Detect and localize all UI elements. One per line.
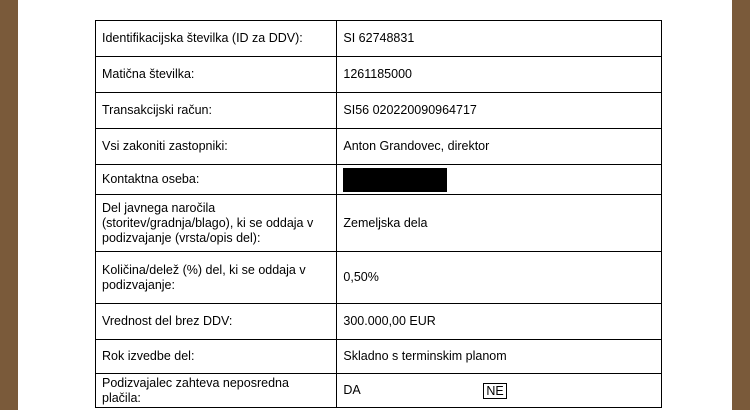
table-row (96, 304, 662, 340)
row-label: Kontaktna oseba: (96, 165, 337, 195)
table-row (96, 374, 662, 408)
row-value: Anton Grandovec, direktor (337, 129, 662, 165)
option-no-selected[interactable]: NE (483, 383, 506, 399)
row-label: Podizvajalec zahteva neposredna plačila: (96, 374, 337, 408)
row-value: SI 62748831 (337, 21, 662, 57)
row-label: Vrednost del brez DDV: (96, 304, 337, 340)
row-value (337, 165, 662, 195)
row-value: SI56 020220090964717 (337, 93, 662, 129)
table-row (96, 129, 662, 165)
row-label: Matična številka: (96, 57, 337, 93)
table-row (96, 57, 662, 93)
row-label: Identifikacijska številka (ID za DDV): (96, 21, 337, 57)
table-row (96, 340, 662, 374)
table-row (96, 165, 662, 195)
row-label: Transakcijski račun: (96, 93, 337, 129)
table-row (96, 252, 662, 304)
subcontractor-table (95, 20, 662, 408)
document-page (18, 0, 732, 410)
row-value (337, 374, 662, 408)
table-row (96, 195, 662, 252)
row-value: 300.000,00 EUR (337, 304, 662, 340)
row-value: Zemeljska dela (337, 195, 662, 252)
row-label: Vsi zakoniti zastopniki: (96, 129, 337, 165)
table-row (96, 21, 662, 57)
row-value: 1261185000 (337, 57, 662, 93)
option-yes[interactable]: DA (343, 383, 361, 397)
row-label: Rok izvedbe del: (96, 340, 337, 374)
row-value: 0,50% (337, 252, 662, 304)
row-label: Del javnega naročila (storitev/gradnja/blago), ki se oddaja v podizvajanje (vrsta/opis del): (96, 195, 337, 252)
redaction-block (343, 168, 447, 192)
row-value: Skladno s terminskim planom (337, 340, 662, 374)
row-label: Količina/delež (%) del, ki se oddaja v podizvajanje: (96, 252, 337, 304)
table-row (96, 93, 662, 129)
